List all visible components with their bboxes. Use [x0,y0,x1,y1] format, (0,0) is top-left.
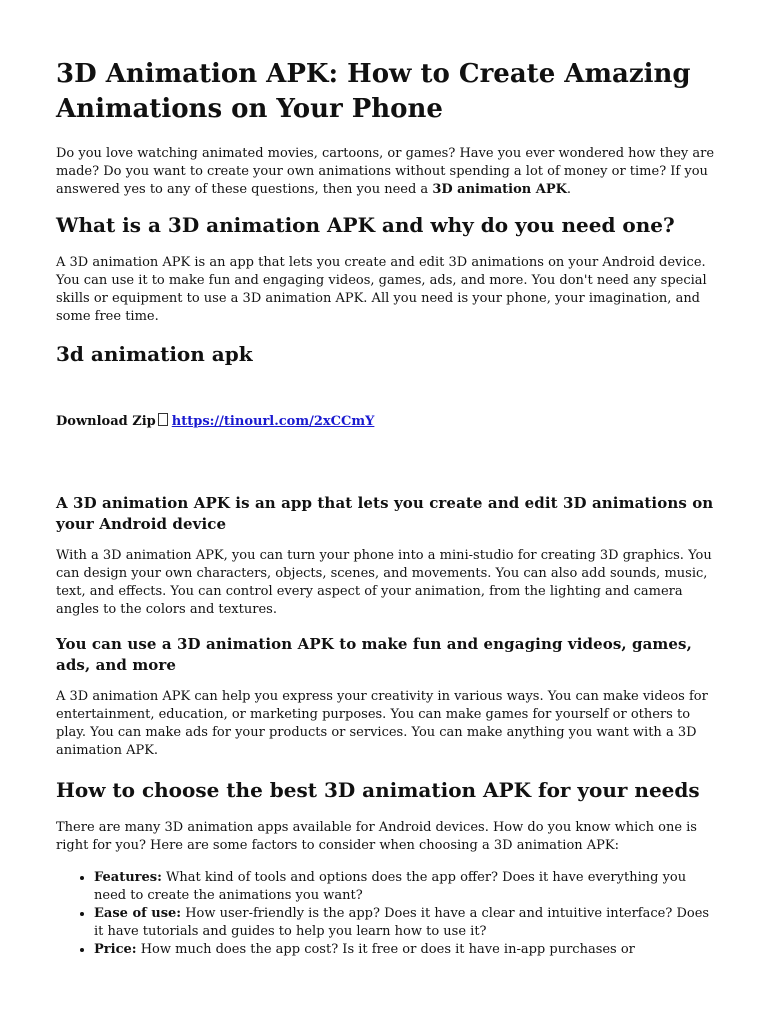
page-title: 3D Animation APK: How to Create Amazing Animations on Your Phone [56,59,691,124]
list-item-term: Price: [94,942,137,957]
list-item-term: Ease of use: [94,906,182,921]
list-item-term: Features: [94,870,162,885]
list-item [94,905,716,941]
subheading-create-edit: A 3D animation APK is an app that lets you create and edit 3D animations on your Android device [56,494,714,533]
intro-paragraph [56,145,716,199]
subheading-fun-videos: You can use a 3D animation APK to make fun and engaging videos, games, ads, and more [56,635,692,674]
section-heading-what: What is a 3D animation APK and why do you need one? [56,213,675,237]
intro-end: . [566,182,572,197]
intro-text: Do you love watching animated movies, cartoons, or games? Have you ever wondered how they are made? Do you want to create your own animations without spending a lot of money or time? If you answered yes to any of these questions, then you need a [56,146,715,197]
section-paragraph-choose: There are many 3D animation apps available for Android devices. How do you know which one is right for you? Here are some factors to consider when choosing a 3D animation APK: [56,820,697,853]
download-label: Download Zip [56,414,156,429]
paragraph-fun-videos: A 3D animation APK can help you express your creativity in various ways. You can make videos for entertainment, education, or marketing purposes. You can make games for yourself or others to play. You can make ads for your products or services. You can make anything you want with a 3D animation APK. [56,689,708,758]
paragraph-create-edit: With a 3D animation APK, you can turn your phone into a mini-studio for creating 3D graphics. You can design your own characters, objects, scenes, and movements. You can also add sounds, music, text, and effects. You can control every aspect of your animation, from the lighting and camera angles to the colors and textures. [56,548,712,617]
section-heading-choose: How to choose the best 3D animation APK for your needs [56,778,700,802]
list-item [94,941,716,959]
keyword-heading: 3d animation apk [56,342,253,366]
list-item-text: What kind of tools and options does the app offer? Does it have everything you need to create the animations you want? [94,870,687,903]
intro-bold-keyword: 3D animation APK [432,182,567,197]
factor-list [56,869,716,959]
list-item-text: How much does the app cost? Is it free or does it have in-app purchases or [136,942,635,957]
list-item [94,869,716,905]
download-link[interactable]: https://tinourl.com/2xCCmY [171,414,375,429]
list-item-text: How user-friendly is the app? Does it have a clear and intuitive interface? Does it have tutorials and guides to help you learn how to use it? [94,906,710,939]
missing-glyph-icon [158,413,168,426]
download-line [56,413,714,431]
section-paragraph-what: A 3D animation APK is an app that lets you create and edit 3D animations on your Android device. You can use it to make fun and engaging videos, games, ads, and more. You don't need any special skills or equipment to use a 3D animation APK. All you need is your phone, your imagination, and some free time. [56,255,707,324]
